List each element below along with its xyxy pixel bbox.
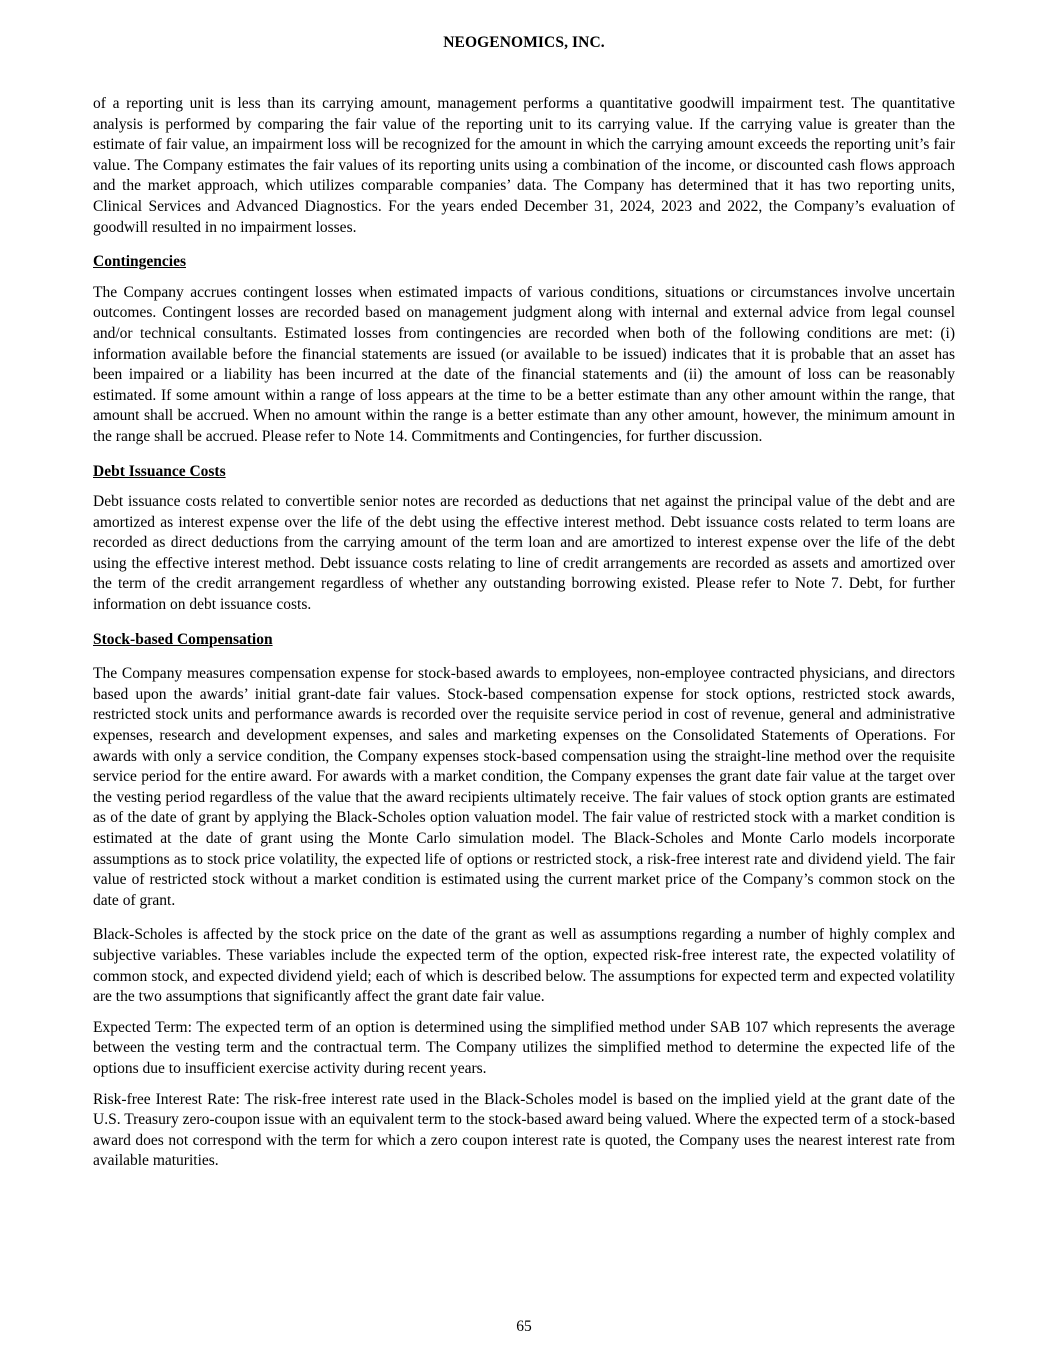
stock-comp-paragraph-2: Black-Scholes is affected by the stock price on the date of the grant as well as assumptions regarding a number of highly complex and subjective variables. These variables include the expected term of the option, expected risk-free interest rate, the expected volatility of common stock, and expected dividend yield; each of which is described below. The assumptions for expected term and expected volatility are the two assumptions that significantly affect the grant date fair value.	[93, 926, 955, 1006]
stock-comp-heading: Stock-based Compensation	[93, 630, 273, 648]
goodwill-paragraph: of a reporting unit is less than its carrying amount, management performs a quantitative goodwill impairment test. The quantitative analysis is performed by comparing the fair value of the reporting unit to its carrying value. If the carrying value is greater than the estimate of fair value, an impairment loss will be recognized for the amount in which the carrying amount exceeds the reporting unit’s fair value. The Company estimates the fair values of its reporting units using a combination of the income, or discounted cash flows approach and the market approach, which utilizes comparable companies’ data. The Company has determined that it has two reporting units, Clinical Services and Advanced Diagnostics. For the years ended December 31, 2024, 2023 and 2022, the Company’s evaluation of goodwill resulted in no impairment losses.	[93, 95, 955, 236]
risk-free-rate-paragraph: Risk-free Interest Rate: The risk-free interest rate used in the Black-Scholes model is based on the implied yield at the grant date of the U.S. Treasury zero-coupon issue with an equivalent term to the stock-based award being valued. Where the expected term of a stock-based award does not correspond with the term for which a zero coupon interest rate is quoted, the Company uses the nearest interest rate from available maturities.	[93, 1090, 955, 1170]
expected-term-paragraph: Expected Term: The expected term of an option is determined using the simplified method under SAB 107 which represents the average between the vesting term and the contractual term. The Company utilizes the simplified method to determine the expected life of the options due to insufficient exercise activity during recent years.	[93, 1018, 955, 1077]
contingencies-paragraph: The Company accrues contingent losses when estimated impacts of various conditions, situations or circumstances involve uncertain outcomes. Contingent losses are recorded based on management judgment along with internal and external advice from legal counsel and/or technical consultants. Estimated losses from contingencies are recorded when both of the following conditions are met: (i) information available before the financial statements are issued (or available to be issued) indicates that it is probable that an asset has been impaired or a liability has been incurred at the date of the financial statements and (ii) the amount of loss can be reasonably estimated. If some amount within a range of loss appears at the time to be a better estimate than any other amount within the range, that amount shall be accrued. When no amount within the range is a better estimate than any other amount, however, the minimum amount in the range shall be accrued. Please refer to Note 14. Commitments and Contingencies, for further discussion.	[93, 283, 955, 445]
page-number: 65	[516, 1318, 532, 1335]
stock-comp-paragraph-1: The Company measures compensation expense for stock-based awards to employees, non-employee contracted physicians, and directors based upon the awards’ initial grant-date fair values. Stock-based compensation expense for stock options, restricted stock awards, restricted stock units and performance awards is recorded over the requisite service period in cost of revenue, general and administrative expenses, research and development expenses, and sales and marketing expenses on the Consolidated Statements of Operations. For awards with only a service condition, the Company expenses stock-based compensation using the straight-line method over the requisite service period for the entire award. For awards with a market condition, the Company expenses the grant date fair value at the target over the vesting period regardless of the value that the award recipients ultimately receive. The fair values of stock option grants are estimated as of the date of grant by applying the Black-Scholes option valuation model. The fair value of restricted stock with a market condition is estimated at the date of grant using the Monte Carlo simulation model. The Black-Scholes and Monte Carlo models incorporate assumptions as to stock price volatility, the expected life of options or restricted stock, a risk-free interest rate and dividend yield. The fair value of restricted stock without a market condition is estimated using the current market price of the Company’s common stock on the date of grant.	[93, 665, 955, 909]
debt-issuance-heading: Debt Issuance Costs	[93, 462, 226, 480]
document-body	[93, 94, 955, 1172]
debt-issuance-paragraph: Debt issuance costs related to convertible senior notes are recorded as deductions that net against the principal value of the debt and are amortized as interest expense over the life of the debt using the effective interest method. Debt issuance costs related to term loans are recorded as direct deductions from the carrying amount of the term loan and are amortized to interest expense over the life of the debt using the effective interest method. Debt issuance costs relating to line of credit arrangements are recorded as assets and amortized over the term of the credit arrangement regardless of whether any outstanding borrowing existed. Please refer to Note 7. Debt, for further information on debt issuance costs.	[93, 493, 955, 614]
contingencies-heading: Contingencies	[93, 253, 186, 271]
page-header-company: NEOGENOMICS, INC.	[443, 34, 605, 51]
